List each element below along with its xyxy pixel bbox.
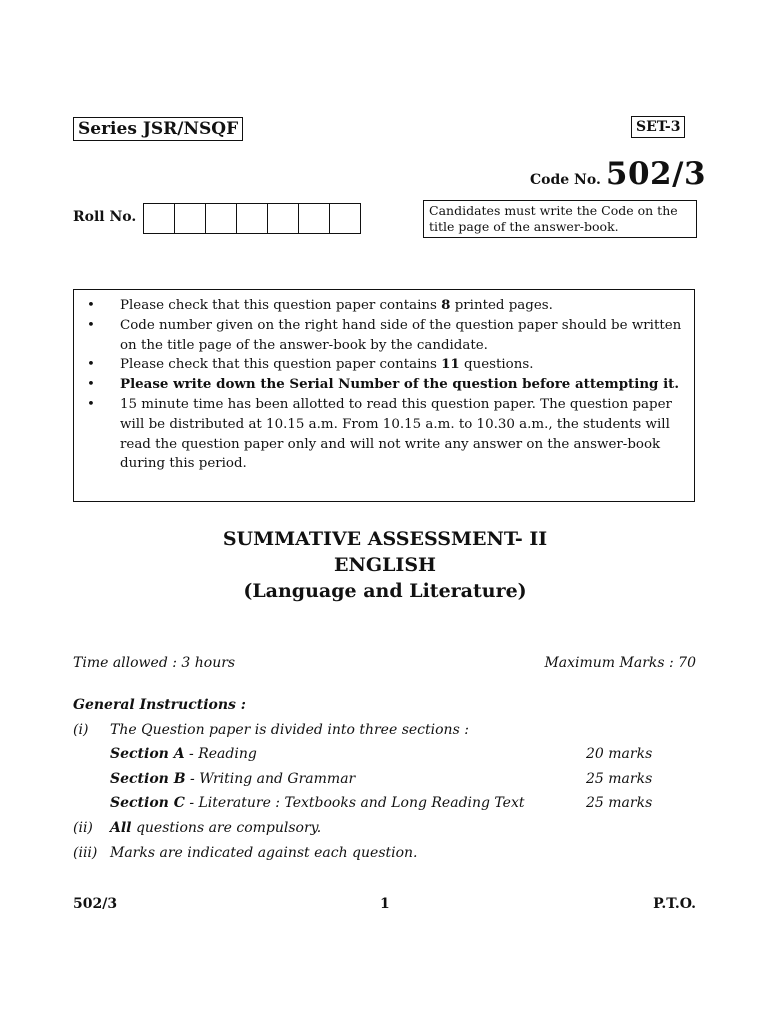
roll-digit-box[interactable] (206, 204, 237, 233)
bullet-icon: • (87, 298, 95, 313)
code-label: Code No. (530, 172, 601, 188)
pto-label: P.T.O. (653, 896, 696, 912)
assessment-title: SUMMATIVE ASSESSMENT- II (222, 528, 548, 550)
bullet-icon: • (87, 357, 95, 373)
section-row: Section A - Reading 20 marks (110, 746, 653, 762)
roll-digit-box[interactable] (237, 204, 268, 233)
instruction-item: (i) The Question paper is divided into three sections : (73, 722, 469, 738)
section-row: Section C - Literature : Textbooks and Long Reading Text 25 marks (110, 795, 653, 811)
code-value: 502/3 (605, 156, 707, 192)
checklist-item: • Code number given on the right hand side of the question paper should be written on the title page of the answer-book by the candidate. (82, 316, 686, 356)
checklist-box (73, 289, 695, 502)
checklist-item: • Please check that this question paper contains 8 printed pages. (82, 296, 686, 316)
set-label: SET-3 (631, 116, 685, 138)
roll-digit-box[interactable] (299, 204, 330, 233)
checklist-item: • 15 minute time has been allotted to read this question paper. The question paper will be distributed at 10.15 a.m. From 10.15 a.m. to 10.30 a.m., the students will read the question paper only and will not write any answer on the answer-book during this period. (82, 395, 686, 474)
subject-subtitle: (Language and Literature) (243, 580, 527, 602)
roll-digit-box[interactable] (175, 204, 206, 233)
section-row: Section B - Writing and Grammar 25 marks (110, 771, 653, 787)
code-number (530, 156, 706, 192)
bullet-icon: • (87, 377, 95, 393)
instructions-heading: General Instructions : (73, 697, 246, 713)
roll-number-label: Roll No. (73, 209, 137, 225)
checklist-item: • Please write down the Serial Number of the question before attempting it. (82, 375, 686, 395)
checklist-item: • Please check that this question paper contains 11 questions. (82, 355, 686, 375)
roll-number-boxes[interactable] (143, 203, 361, 234)
roll-digit-box[interactable] (268, 204, 299, 233)
bullet-icon: • (87, 396, 95, 412)
roll-digit-box[interactable] (330, 204, 360, 233)
subject-title: ENGLISH (334, 554, 436, 576)
instruction-item: (iii) Marks are indicated against each question. (73, 845, 418, 861)
maximum-marks: Maximum Marks : 70 (544, 655, 696, 671)
roll-digit-box[interactable] (144, 204, 175, 233)
time-allowed: Time allowed : 3 hours (73, 655, 236, 671)
candidates-note: Candidates must write the Code on the title page of the answer-book. (423, 200, 697, 238)
bullet-icon: • (87, 317, 95, 333)
footer-code: 502/3 (73, 896, 118, 912)
page-number: 1 (380, 896, 390, 912)
series-label: Series JSR/NSQF (73, 117, 243, 141)
instruction-item: (ii) All questions are compulsory. (73, 820, 322, 836)
